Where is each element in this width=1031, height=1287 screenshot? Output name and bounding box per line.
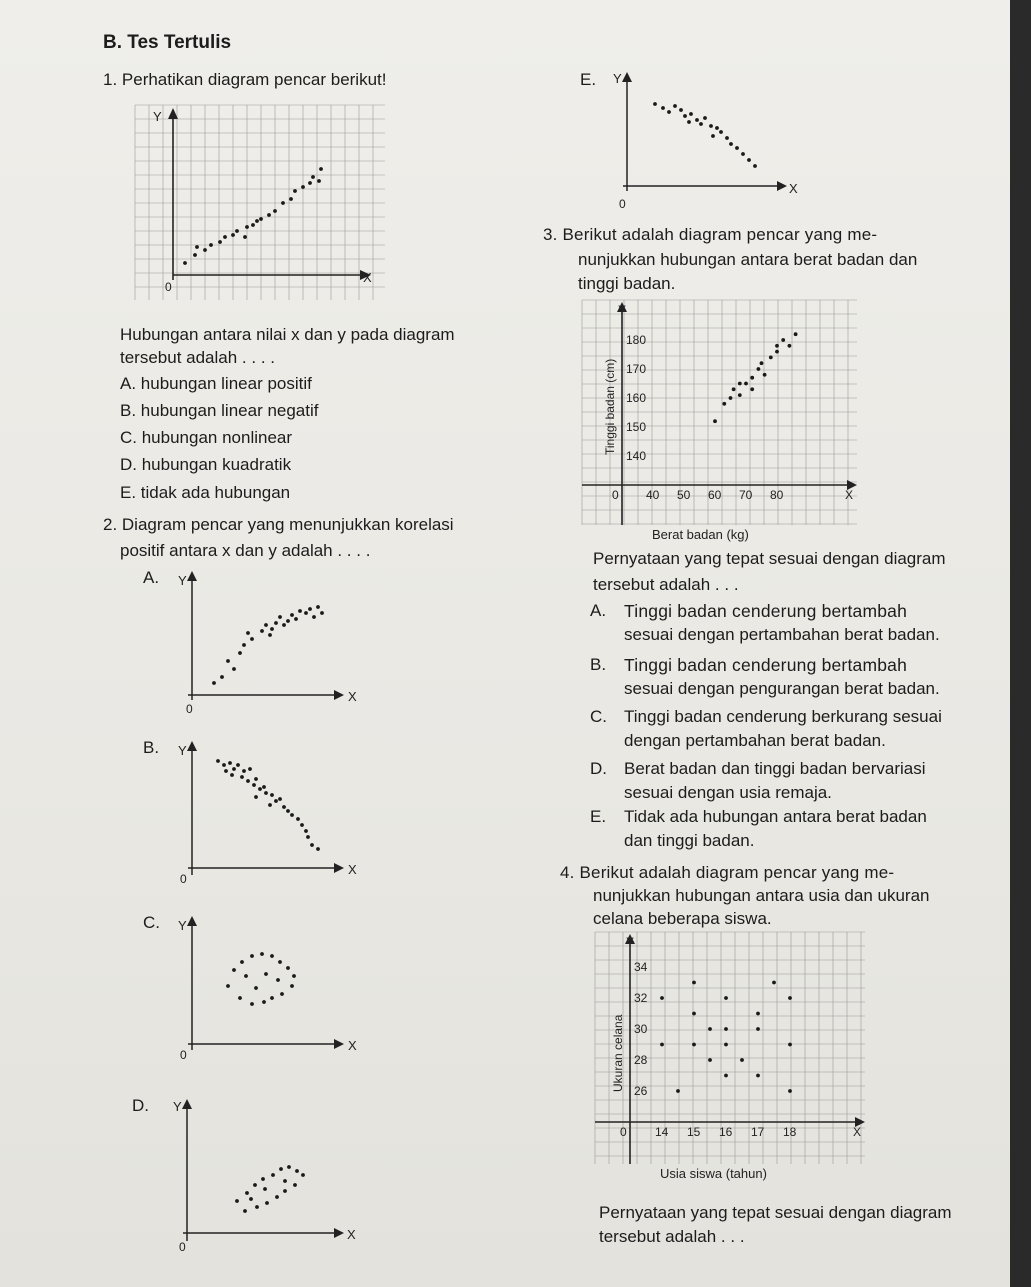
undefined-dot xyxy=(275,1195,279,1199)
undefined-dot xyxy=(264,623,268,627)
q4-y-tick-label: 26 xyxy=(634,1084,648,1098)
undefined-dot xyxy=(316,605,320,609)
undefined-dot xyxy=(661,106,665,110)
undefined-dot xyxy=(250,1002,254,1006)
undefined-dot xyxy=(203,248,207,252)
undefined-dot xyxy=(240,960,244,964)
undefined-dot xyxy=(255,219,259,223)
q4-x-tick-label: 15 xyxy=(687,1125,701,1139)
undefined-dot xyxy=(193,253,197,257)
q3-tick-labels xyxy=(603,303,853,542)
q4-point xyxy=(788,1089,792,1093)
undefined-dot xyxy=(301,1173,305,1177)
undefined-dot xyxy=(245,1191,249,1195)
svg-text:0: 0 xyxy=(180,1048,187,1062)
q3-point xyxy=(794,332,798,336)
undefined-dot xyxy=(312,615,316,619)
q4-point xyxy=(772,981,776,985)
q4-after-1: Pernyataan yang tepat sesuai dengan diagram xyxy=(599,1203,952,1222)
q1-option-b[interactable]: B. hubungan linear negatif xyxy=(120,401,319,420)
undefined-dot xyxy=(228,761,232,765)
undefined-dot xyxy=(238,996,242,1000)
svg-text:0: 0 xyxy=(186,702,193,716)
undefined-dot xyxy=(195,245,199,249)
undefined-dot xyxy=(298,609,302,613)
undefined-dot xyxy=(224,769,228,773)
q4-axis-y: Y xyxy=(626,935,635,949)
undefined-dot xyxy=(310,843,314,847)
undefined-dot xyxy=(253,1183,257,1187)
q2-option-d-label[interactable]: D. xyxy=(132,1096,149,1115)
q3-y-tick-label: 180 xyxy=(626,333,647,347)
q3-point xyxy=(781,338,785,342)
q3-point xyxy=(750,387,754,391)
undefined-dot xyxy=(248,767,252,771)
q3-x-tick-label: 40 xyxy=(646,488,660,502)
undefined-dot xyxy=(286,619,290,623)
q2-option-e-dots xyxy=(653,102,757,168)
undefined-dot xyxy=(222,763,226,767)
q3-point xyxy=(732,387,736,391)
undefined-dot xyxy=(274,799,278,803)
q3-option-b-line-2[interactable]: sesuai dengan pengurangan berat badan. xyxy=(624,679,940,698)
undefined-dot xyxy=(242,643,246,647)
svg-text:X: X xyxy=(348,689,357,704)
undefined-dot xyxy=(286,809,290,813)
undefined-dot xyxy=(271,1173,275,1177)
undefined-dot xyxy=(243,1209,247,1213)
undefined-dot xyxy=(226,659,230,663)
q2-option-c-label[interactable]: C. xyxy=(143,913,160,932)
undefined-dot xyxy=(252,783,256,787)
q3-after-2: tersebut adalah . . . xyxy=(593,575,739,594)
q3-point xyxy=(760,361,764,365)
undefined-dot xyxy=(735,146,739,150)
undefined-dot xyxy=(244,974,248,978)
undefined-dot xyxy=(209,243,213,247)
q3-option-d-line-2[interactable]: sesuai dengan usia remaja. xyxy=(624,783,832,802)
q2-option-a-plot[interactable] xyxy=(172,565,372,715)
undefined-dot xyxy=(278,960,282,964)
q3-y-tick-label: 150 xyxy=(626,420,647,434)
q3-ylabel: Tinggi badan (cm) xyxy=(603,358,617,455)
svg-text:0: 0 xyxy=(179,1240,186,1254)
undefined-dot xyxy=(287,1165,291,1169)
q4-origin: 0 xyxy=(620,1125,627,1139)
q3-point xyxy=(788,344,792,348)
q2-option-a-label[interactable]: A. xyxy=(143,568,160,587)
q2-option-c-dots xyxy=(226,952,296,1006)
undefined-dot xyxy=(294,617,298,621)
undefined-dot xyxy=(270,793,274,797)
undefined-dot xyxy=(258,787,262,791)
undefined-dot xyxy=(286,966,290,970)
q2-option-e-label[interactable]: E. xyxy=(580,70,597,89)
q2-option-a-dots xyxy=(212,605,324,685)
undefined-dot xyxy=(264,972,268,976)
undefined-dot xyxy=(246,631,250,635)
undefined-dot xyxy=(238,651,242,655)
q1-stem-2: tersebut adalah . . . . xyxy=(120,348,275,367)
q3-line-2: nunjukkan hubungan antara berat badan dan xyxy=(578,250,918,269)
q4-y-tick-label: 34 xyxy=(634,960,648,974)
undefined-dot xyxy=(304,829,308,833)
q1-option-d[interactable]: D. hubungan kuadratik xyxy=(120,455,292,474)
q3-point xyxy=(769,356,773,360)
q3-x-tick-label: 60 xyxy=(708,488,722,502)
undefined-dot xyxy=(715,126,719,130)
undefined-dot xyxy=(711,134,715,138)
undefined-dot xyxy=(683,114,687,118)
undefined-dot xyxy=(250,637,254,641)
q1-dots xyxy=(183,167,323,265)
undefined-dot xyxy=(316,847,320,851)
undefined-dot xyxy=(283,1179,287,1183)
undefined-dot xyxy=(183,261,187,265)
undefined-dot xyxy=(243,235,247,239)
q3-option-d-line-1[interactable]: Berat badan dan tinggi badan bervariasi xyxy=(624,759,926,778)
undefined-dot xyxy=(308,607,312,611)
undefined-dot xyxy=(293,189,297,193)
q2-line-2: positif antara x dan y adalah . . . . xyxy=(120,541,371,560)
q4-x-tick-label: 17 xyxy=(751,1125,765,1139)
undefined-dot xyxy=(289,197,293,201)
q4-x-tick-label: 18 xyxy=(783,1125,797,1139)
undefined-dot xyxy=(282,805,286,809)
q4-y-tick-label: 30 xyxy=(634,1022,648,1036)
q3-point xyxy=(738,382,742,386)
q3-origin: 0 xyxy=(612,488,619,502)
undefined-dot xyxy=(230,773,234,777)
undefined-dot xyxy=(232,968,236,972)
undefined-dot xyxy=(236,763,240,767)
q1-option-a[interactable]: A. hubungan linear positif xyxy=(120,374,312,393)
undefined-dot xyxy=(274,621,278,625)
undefined-dot xyxy=(709,124,713,128)
q3-point xyxy=(775,344,779,348)
q2-option-b-dots xyxy=(216,759,320,851)
svg-text:Y: Y xyxy=(178,573,187,588)
svg-text:X: X xyxy=(348,1038,357,1053)
q3-option-c-letter[interactable]: C. xyxy=(590,707,607,726)
q4-point xyxy=(724,1027,728,1031)
svg-text:Y: Y xyxy=(178,918,187,933)
q4-y-tick-label: 28 xyxy=(634,1053,648,1067)
undefined-dot xyxy=(235,1199,239,1203)
q3-scatter-chart xyxy=(582,300,867,540)
undefined-dot xyxy=(280,992,284,996)
undefined-dot xyxy=(270,627,274,631)
q4-axis-x: X xyxy=(853,1125,862,1139)
undefined-dot xyxy=(267,213,271,217)
q1-origin: 0 xyxy=(165,280,172,294)
undefined-dot xyxy=(719,130,723,134)
q2-option-b-label[interactable]: B. xyxy=(143,738,160,757)
q2-option-c-plot[interactable] xyxy=(172,910,372,1060)
undefined-dot xyxy=(250,954,254,958)
undefined-dot xyxy=(283,1189,287,1193)
undefined-dot xyxy=(259,217,263,221)
undefined-dot xyxy=(292,974,296,978)
q3-y-tick-label: 140 xyxy=(626,449,647,463)
q4-point xyxy=(788,996,792,1000)
undefined-dot xyxy=(270,954,274,958)
q3-line-3: tinggi badan. xyxy=(578,274,676,293)
q4-point xyxy=(708,1058,712,1062)
undefined-dot xyxy=(725,136,729,140)
q1-option-e[interactable]: E. tidak ada hubungan xyxy=(120,483,291,502)
q3-axis-x: X xyxy=(845,488,854,502)
q3-point xyxy=(744,382,748,386)
q3-point xyxy=(775,350,779,354)
svg-text:Y: Y xyxy=(178,743,187,758)
undefined-dot xyxy=(278,615,282,619)
q3-option-a-line-1[interactable]: Tinggi badan cenderung bertambah xyxy=(624,601,908,621)
undefined-dot xyxy=(249,1197,253,1201)
undefined-dot xyxy=(695,118,699,122)
undefined-dot xyxy=(218,240,222,244)
q1-scatter-plot xyxy=(135,95,385,305)
q1-y-arrow xyxy=(168,108,178,119)
q4-x-tick-label: 14 xyxy=(655,1125,669,1139)
q4-point xyxy=(692,981,696,985)
undefined-dot xyxy=(290,984,294,988)
q1-stem-1: Hubungan antara nilai x dan y pada diagram xyxy=(120,325,455,344)
q3-xlabel: Berat badan (kg) xyxy=(652,527,749,542)
undefined-dot xyxy=(741,152,745,156)
q3-point xyxy=(738,393,742,397)
undefined-dot xyxy=(699,122,703,126)
q4-y-tick-label: 32 xyxy=(634,991,648,1005)
q4-point xyxy=(756,1012,760,1016)
q3-option-d-letter[interactable]: D. xyxy=(590,759,607,778)
q4-point xyxy=(756,1027,760,1031)
undefined-dot xyxy=(265,1201,269,1205)
q3-point xyxy=(722,402,726,406)
svg-text:0: 0 xyxy=(619,197,626,211)
q4-point xyxy=(708,1027,712,1031)
undefined-dot xyxy=(242,769,246,773)
q4-point xyxy=(660,1043,664,1047)
undefined-dot xyxy=(296,817,300,821)
q3-option-c-line-1[interactable]: Tinggi badan cenderung berkurang sesuai xyxy=(624,707,942,726)
undefined-dot xyxy=(273,209,277,213)
q3-option-b-letter[interactable]: B. xyxy=(590,655,607,674)
q3-after-1: Pernyataan yang tepat sesuai dengan diagram xyxy=(593,549,946,568)
svg-text:Y: Y xyxy=(173,1099,182,1114)
q4-point xyxy=(724,1043,728,1047)
undefined-dot xyxy=(653,102,657,106)
undefined-dot xyxy=(308,181,312,185)
undefined-dot xyxy=(319,167,323,171)
q3-x-tick-label: 50 xyxy=(677,488,691,502)
undefined-dot xyxy=(673,104,677,108)
q4-point xyxy=(660,996,664,1000)
q4-point xyxy=(740,1058,744,1062)
q4-line-1: 4. Berikut adalah diagram pencar yang me- xyxy=(560,863,895,882)
undefined-dot xyxy=(231,233,235,237)
svg-text:X: X xyxy=(789,181,798,196)
q4-point xyxy=(788,1043,792,1047)
undefined-dot xyxy=(212,681,216,685)
undefined-dot xyxy=(317,179,321,183)
q2-option-d-dots xyxy=(235,1165,305,1213)
undefined-dot xyxy=(251,223,255,227)
q3-option-b-line-1[interactable]: Tinggi badan cenderung bertambah xyxy=(624,655,908,675)
undefined-dot xyxy=(264,791,268,795)
undefined-dot xyxy=(679,108,683,112)
q3-point xyxy=(763,373,767,377)
svg-text:X: X xyxy=(348,862,357,877)
undefined-dot xyxy=(255,1205,259,1209)
undefined-dot xyxy=(261,1177,265,1181)
q3-point xyxy=(729,396,733,400)
q3-point xyxy=(757,367,761,371)
undefined-dot xyxy=(254,986,258,990)
q3-option-e-line-1[interactable]: Tidak ada hubungan antara berat badan xyxy=(624,807,927,826)
section-title: B. Tes Tertulis xyxy=(103,32,232,53)
q3-option-e-letter[interactable]: E. xyxy=(590,807,607,826)
q3-points xyxy=(713,332,797,423)
q4-points xyxy=(660,981,792,1093)
undefined-dot xyxy=(235,229,239,233)
q2-option-d-plot[interactable] xyxy=(165,1093,375,1253)
q3-y-tick-label: 170 xyxy=(626,362,647,376)
q4-point xyxy=(692,1043,696,1047)
q4-point xyxy=(724,1074,728,1078)
q3-option-e-line-2[interactable]: dan tinggi badan. xyxy=(624,831,755,850)
undefined-dot xyxy=(240,775,244,779)
q3-x-tick-label: 80 xyxy=(770,488,784,502)
q3-axis-y: Y xyxy=(618,303,627,317)
undefined-dot xyxy=(293,1183,297,1187)
undefined-dot xyxy=(306,835,310,839)
q1-x-label: X xyxy=(363,270,372,285)
q4-point xyxy=(756,1074,760,1078)
undefined-dot xyxy=(262,785,266,789)
undefined-dot xyxy=(263,1187,267,1191)
q3-option-c-line-2[interactable]: dengan pertambahan berat badan. xyxy=(624,731,886,750)
q4-xlabel: Usia siswa (tahun) xyxy=(660,1166,767,1181)
undefined-dot xyxy=(226,984,230,988)
undefined-dot xyxy=(282,623,286,627)
undefined-dot xyxy=(703,116,707,120)
undefined-dot xyxy=(216,759,220,763)
q4-line-3: celana beberapa siswa. xyxy=(593,909,772,928)
q3-option-a-line-2[interactable]: sesuai dengan pertambahan berat badan. xyxy=(624,625,940,644)
q2-option-b-plot[interactable] xyxy=(172,735,372,885)
undefined-dot xyxy=(220,675,224,679)
undefined-dot xyxy=(667,110,671,114)
undefined-dot xyxy=(295,1169,299,1173)
undefined-dot xyxy=(301,185,305,189)
q2-line-1: 2. Diagram pencar yang menunjukkan korelasi xyxy=(103,515,454,534)
undefined-dot xyxy=(254,795,258,799)
undefined-dot xyxy=(689,112,693,116)
q4-x-tick-label: 16 xyxy=(719,1125,733,1139)
undefined-dot xyxy=(270,996,274,1000)
svg-text:X: X xyxy=(347,1227,356,1242)
undefined-dot xyxy=(232,767,236,771)
q4-ylabel: Ukuran celana xyxy=(611,1014,625,1092)
undefined-dot xyxy=(687,120,691,124)
q4-line-2: nunjukkan hubungan antara usia dan ukuran xyxy=(593,886,930,905)
q3-y-tick-label: 160 xyxy=(626,391,647,405)
undefined-dot xyxy=(729,142,733,146)
undefined-dot xyxy=(245,225,249,229)
undefined-dot xyxy=(290,813,294,817)
q2-option-e-plot[interactable] xyxy=(605,66,805,216)
q3-option-a-letter[interactable]: A. xyxy=(590,601,607,620)
q1-option-c[interactable]: C. hubungan nonlinear xyxy=(120,428,293,447)
undefined-dot xyxy=(320,611,324,615)
undefined-dot xyxy=(753,164,757,168)
undefined-dot xyxy=(276,978,280,982)
undefined-dot xyxy=(268,633,272,637)
undefined-dot xyxy=(304,611,308,615)
undefined-dot xyxy=(223,235,227,239)
undefined-dot xyxy=(311,175,315,179)
undefined-dot xyxy=(246,779,250,783)
undefined-dot xyxy=(747,158,751,162)
q3-x-tick-label: 70 xyxy=(739,488,753,502)
undefined-dot xyxy=(290,613,294,617)
q4-point xyxy=(676,1089,680,1093)
undefined-dot xyxy=(281,201,285,205)
undefined-dot xyxy=(262,1000,266,1004)
undefined-dot xyxy=(268,803,272,807)
q4-after-2: tersebut adalah . . . xyxy=(599,1227,745,1246)
svg-text:Y: Y xyxy=(613,71,622,86)
undefined-dot xyxy=(232,667,236,671)
q1-y-label: Y xyxy=(153,109,162,124)
q4-point xyxy=(692,1012,696,1016)
q3-point xyxy=(713,419,717,423)
svg-text:0: 0 xyxy=(180,872,187,886)
undefined-dot xyxy=(278,797,282,801)
undefined-dot xyxy=(279,1167,283,1171)
q4-scatter-chart xyxy=(595,932,880,1182)
q1-text: 1. Perhatikan diagram pencar berikut! xyxy=(103,70,387,89)
q3-point xyxy=(750,376,754,380)
undefined-dot xyxy=(254,777,258,781)
undefined-dot xyxy=(260,952,264,956)
q3-line-1: 3. Berikut adalah diagram pencar yang me- xyxy=(543,225,878,244)
undefined-dot xyxy=(300,823,304,827)
undefined-dot xyxy=(260,629,264,633)
q4-point xyxy=(724,996,728,1000)
